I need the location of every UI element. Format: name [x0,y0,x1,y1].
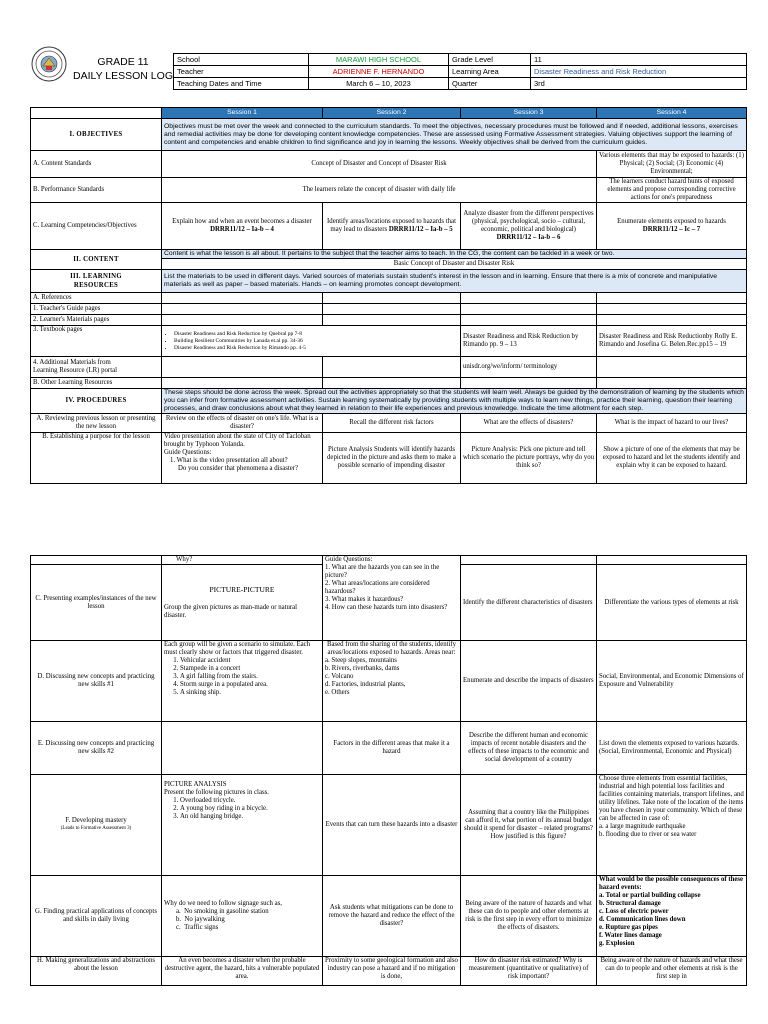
why-cell: Why? [162,556,323,565]
step-c-s3: Identify the different characteristics of disasters [461,565,597,641]
tg-label: 1. Teacher's Guide pages [31,304,162,315]
textbook-s3: Disaster Readiness and Risk Reduction by Rimando pp. 9 – 13 [461,326,597,357]
step-g-s1: Why do we need to follow signage such as, a. No smoking in gasoline station b. No jaywalking c. Traffic signs [162,876,323,957]
step-e-s2: Factors in the different areas that make it a hazard [323,722,461,775]
dates-value: March 6 – 10, 2023 [309,78,449,90]
competencies-label: C. Learning Competencies/Objectives [31,203,162,250]
step-d-s1: Each group will be given a scenario to simulate. Each must clearly show or factors that triggered disaster. 1. Vehicular accident 2. Stampede in a concert 3. A girl falling from the stairs. 4. Storm surge in a populated area. 5. A sinking ship. [162,641,323,722]
procedures-note: These steps should be done across the week. Spread out the activities appropriately so that the students will learn well. Always be guided by the demonstration of learning by the students which you can infer from formative assessment activities. Sustain learning systematically by providing students with multiple ways to learn new things, practice their learning, question their learning processes, and draw conclusions about what they learned in relation to their life experiences and previous knowledge. Indicate the time allotment for each step. [162,389,747,414]
step-g-s2: Ask students what mitigations can be done to remove the hazard and reduce the effect of the disaster? [323,876,461,957]
step-a-s4: What is the impact of hazard to our lives? [597,414,747,433]
school-label: School [174,54,309,66]
step-c-s2: Guide Questions: 1. What are the hazards you can see in the picture? 2. What areas/locations are considered hazardous? 3. What makes it hazardous? 4. How can these hazards turn into disasters? [323,556,461,641]
content-value: Basic Concept of Disaster and Disaster Risk [162,259,747,270]
step-h-s2: Proximity to some geological formation and also industry can pose a hazard and if no mitigation is done, [323,957,461,986]
step-c-s4: Differentiate the various types of elements at risk [597,565,747,641]
step-b-s1: Video presentation about the state of City of Tacloban brought by Typhoon Yolanda. Guide Questions: 1. What is the video presentation all about? Do you consider that phenomena a disaster? [162,433,323,484]
session-header: Session 4 [597,108,747,119]
step-b-s4: Show a picture of one of the elements that may be exposed to hazard and let the students identify and explain why it can be exposed to hazard. [597,433,747,484]
competency-s1: Explain how and when an event becomes a disaster DRRR11/12 – Ia-b – 4 [162,203,323,250]
references-label: A. References [31,293,162,304]
grade-value: 11 [531,54,747,66]
step-h-s4: Being aware of the nature of hazards and what these can do to people and other elements at risk is the first step in [597,957,747,986]
session-header: Session 2 [323,108,461,119]
additional-s3: unisdr.org/we/inform/ terminology [461,357,597,378]
other-resources-label: B. Other Learning Resources [31,378,162,389]
textbook-label: 3. Textbook pages [31,326,162,357]
step-a-label: A. Reviewing previous lesson or presenting the new lesson [31,414,162,433]
competency-s4: Enumerate elements exposed to hazards DRRR11/12 – Ic – 7 [597,203,747,250]
dates-label: Teaching Dates and Time [174,78,309,90]
objectives-label: I. OBJECTIVES [31,119,162,151]
step-c-label: C. Presenting examples/instances of the new lesson [31,565,162,641]
step-b-s2: Picture Analysis Students will identify hazards depicted in the picture and asks them to make a possible scenario of impending disaster [323,433,461,484]
lesson-table-continued [30,555,747,986]
objectives-note: Objectives must be met over the week and connected to the curriculum standards. To meet the objectives, necessary procedures must be followed and if needed, additional lessons, exercises and remedial activities may be done for developing content knowledge competencies. These are assessed using Formative Assessment strategies. Valuing objectives support the learning of content and competencies and enable children to find significance and joy in learning the lessons. Weekly objectives shall be derived from the curriculum guides. [162,119,747,151]
performance-standards-s4: The learners conduct hazard hunts of exposed elements and propose corresponding corrective actions for one's preparedness [597,178,747,203]
lm-label: 2. Learner's Materials pages [31,315,162,326]
step-f-s2: Events that can turn these hazards into a disaster [323,775,461,876]
step-a-s3: What are the effects of disasters? [461,414,597,433]
quarter-label: Quarter [449,78,531,90]
step-b-label: B. Establishing a purpose for the lesson [31,433,162,484]
step-g-s3: Being aware of the nature of hazards and what these can do to people and other elements at risk is the first step in every effort to minimize the effects of disasters. [461,876,597,957]
step-c-s1: PICTURE-PICTURE Group the given pictures as man-made or natural disaster. [162,565,323,641]
content-standards-label: A. Content Standards [31,151,162,178]
step-e-label: E. Discussing new concepts and practicing new skills #2 [31,722,162,775]
school-value: MARAWI HIGH SCHOOL [309,54,449,66]
teacher-value: ADRIENNE F. HERNANDO [309,66,449,78]
deped-seal-icon [31,46,67,82]
resources-note: List the materials to be used in different days. Varied sources of materials sustain student's interest in the lesson and in learning. Ensure that there is a mix of concrete and manipulative materials as well as paper – based materials. Hands – on learning promotes concept development. [162,270,747,293]
step-f-s4: Choose three elements from essential facilities, industrial and high potential loss facilities and facilities containing materials, transport lifelines, and utility lifelines. Take note of the location of the items you have chosen in your community. Which of these can be affected in case of: a. a large magnitude earthquake b. flooding due to river or sea water [597,775,747,876]
step-d-s3: Enumerate and describe the impacts of disasters [461,641,597,722]
step-f-label: F. Developing mastery (Leads to Formative Assessment 3) [31,775,162,876]
quarter-value: 3rd [531,78,747,90]
step-a-s2: Recall the different risk factors [323,414,461,433]
step-h-s3: How do disaster risk estimated? Why is measurement (quantitative or qualitative) of risk important? [461,957,597,986]
step-f-s1: PICTURE ANALYSIS Present the following pictures in class. 1. Overloaded tricycle. 2. A young boy riding in a bicycle. 3. An old hanging bridge. [162,775,323,876]
competency-s3: Analyze disaster from the different perspectives (physical, psychological, socio – cultural, economic, political and biological) DRRR11/12 – Ia-b – 6 [461,203,597,250]
page-title: GRADE 11 DAILY LESSON LOG [73,56,173,82]
step-h-label: H. Making generalizations and abstractions about the lesson [31,957,162,986]
content-label: II. CONTENT [31,250,162,270]
area-value: Disaster Readiness and Risk Reduction [531,66,747,78]
textbook-s12: • Disaster Readiness and Risk Reduction by Quebral pp 7-8 • Building Resilient Communities by Lanada et.al pp. 34-36 • Disaster Readiness and Risk Reduction by Rimando pp. 4-5 [162,326,461,357]
step-g-label: G. Finding practical applications of concepts and skills in daily living [31,876,162,957]
grade-label: Grade Level [449,54,531,66]
resources-label: III. LEARNING RESOURCES [31,270,162,293]
step-g-s4: What would be the possible consequences of these hazard events: a. Total or partial building collapse b. Structural damage c. Loss of electric power d. Communication lines down e. Rupture gas pipes f. Water lines damage g. Explosion [597,876,747,957]
performance-standards-value: The learners relate the concept of disaster with daily life [162,178,597,203]
performance-standards-label: B. Performance Standards [31,178,162,203]
textbook-s4: Disaster Readiness and Risk Reductionby Rolly E. Rimando and Josefina G. Belen.Rec.pp15 – 19 [597,326,747,357]
step-d-s4: Social, Environmental, and Economic Dimensions of Exposure and Vulnerability [597,641,747,722]
step-f-s3: Assuming that a country like the Philippines can afford it, what portion of its annual budget should it spend for disaster – related programs? How justified is this figure? [461,775,597,876]
competency-s2: Identify areas/locations exposed to hazards that may lead to disasters DRRR11/12 – Ia-b – 5 [323,203,461,250]
content-standards-s4: Various elements that may be exposed to hazards: (1) Physical; (2) Social; (3) Economic (4) Environmental; [597,151,747,178]
step-d-label: D. Discussing new concepts and practicing new skills #1 [31,641,162,722]
step-d-s2: Based from the sharing of the students, identify areas/locations exposed to hazards. Areas near: a. Steep slopes, mountains b. Rivers, riverbanks, dams c. Volcano d. Factories, industrial plants, e. Others [323,641,461,722]
additional-materials-label: 4. Additional Materials from Learning Resource (LR) portal [31,357,162,378]
info-table [173,53,747,90]
lesson-table [30,107,747,484]
step-b-s3: Picture Analysis: Pick one picture and tell which scenario the picture portrays, why do you think so? [461,433,597,484]
step-e-s4: List down the elements exposed to various hazards. (Social, Environmental, Economic and Physical) [597,722,747,775]
procedures-label: IV. PROCEDURES [31,389,162,414]
area-label: Learning Area [449,66,531,78]
content-standards-value: Concept of Disaster and Concept of Disaster Risk [162,151,597,178]
step-e-s3: Describe the different human and economic impacts of recent notable disasters and the effects of these impacts to the economic and social development of a country [461,722,597,775]
step-a-s1: Review on the effects of disaster on one's life. What is a disaster? [162,414,323,433]
step-h-s1: An even becomes a disaster when the probable destructive agent, the hazard, hits a vulnerable populated area. [162,957,323,986]
session-header: Session 3 [461,108,597,119]
teacher-label: Teacher [174,66,309,78]
session-header: Session 1 [162,108,323,119]
content-note: Content is what the lesson is all about. It pertains to the subject that the teacher aims to teach. In the CG, the content can be tackled in a week or two. [162,250,747,259]
